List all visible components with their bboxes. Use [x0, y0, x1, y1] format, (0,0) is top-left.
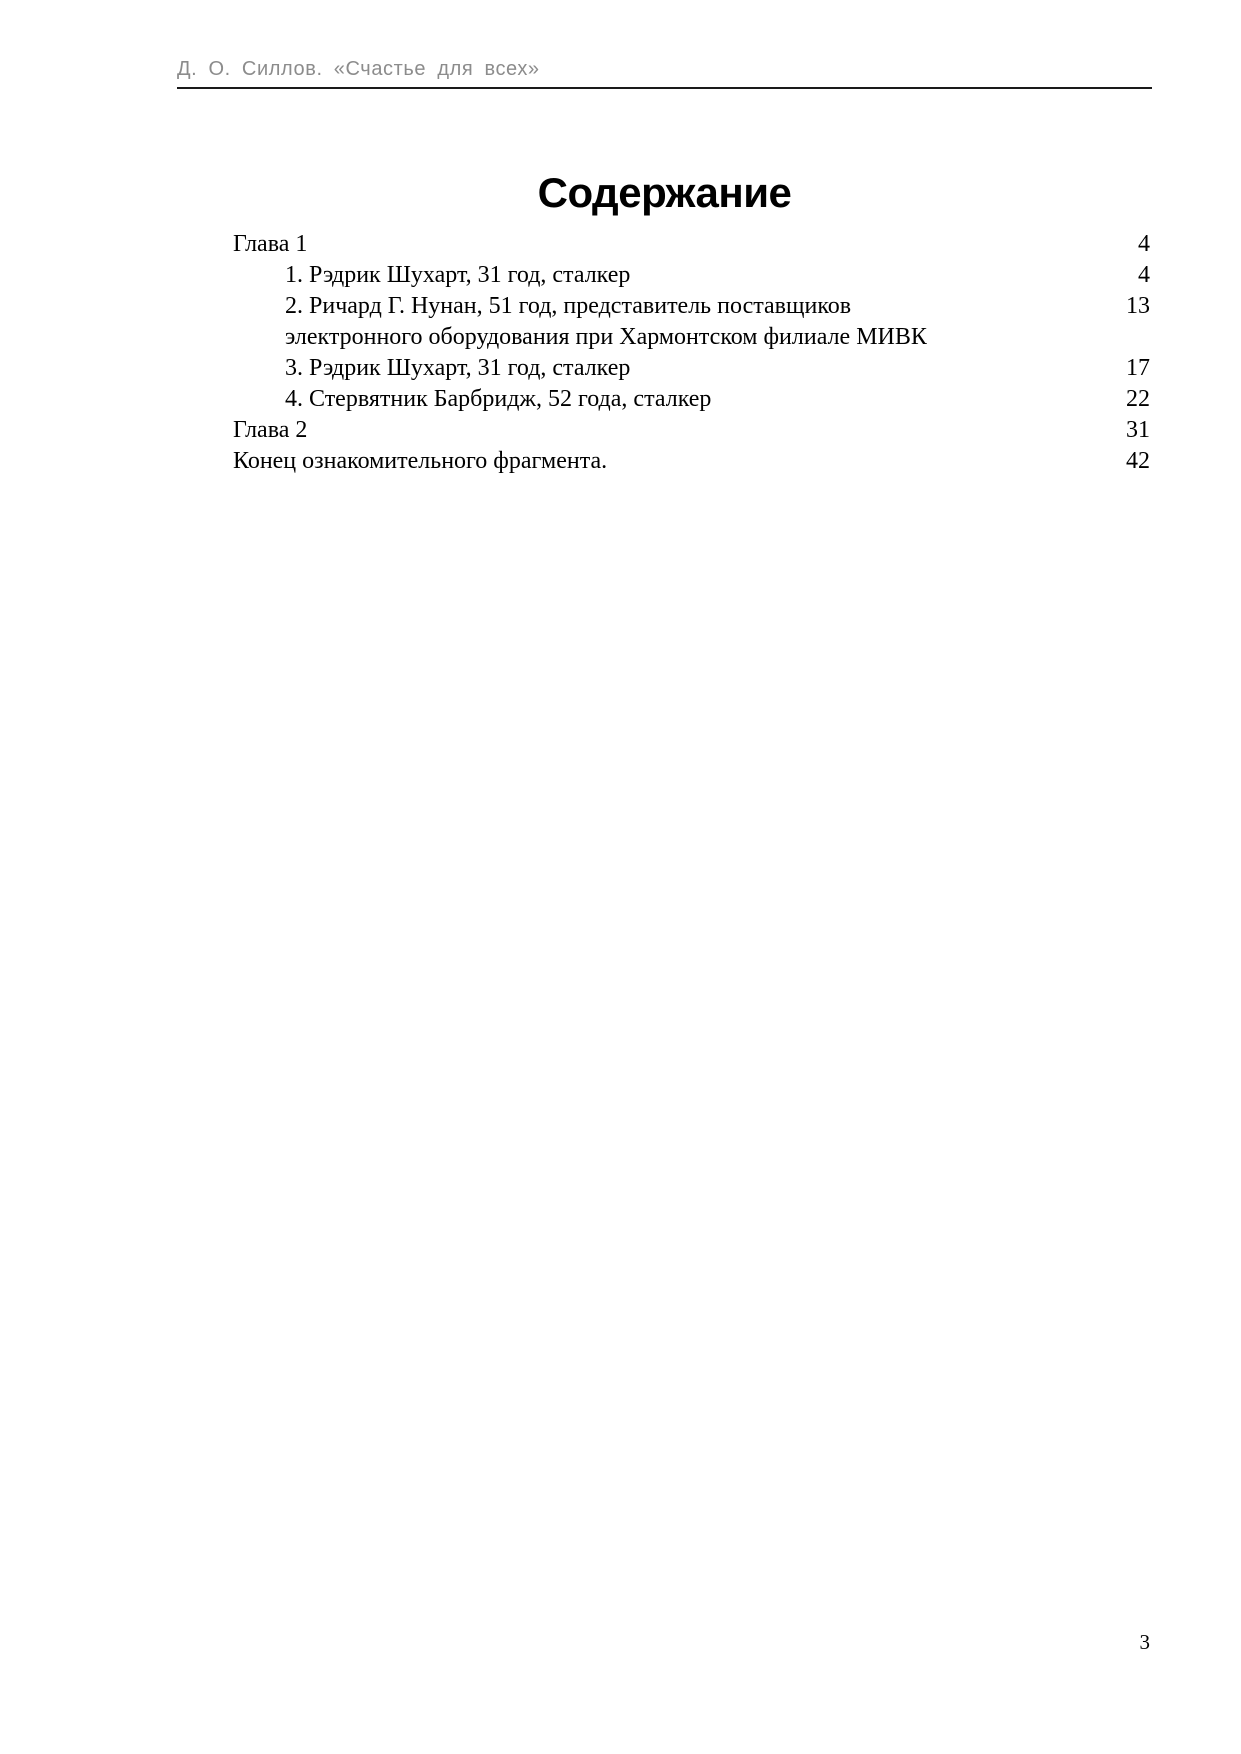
toc-row: [233, 446, 1150, 477]
toc-entry-text: электронного оборудования при Хармонтском филиале МИВК: [285, 324, 927, 350]
toc-row: [233, 353, 1150, 384]
toc-entry-text: Глава 1: [233, 231, 308, 257]
toc-row: [233, 415, 1150, 446]
toc-row: [233, 322, 1150, 353]
toc-entry-page-number: 4: [1138, 231, 1150, 257]
toc-row: [233, 384, 1150, 415]
toc-entry-text: Конец ознакомительного фрагмента.: [233, 448, 608, 474]
toc-entry-page-number: 42: [1126, 448, 1150, 474]
toc-row: [233, 260, 1150, 291]
toc-row: [233, 229, 1150, 260]
toc-entry-text: 3. Рэдрик Шухарт, 31 год, сталкер: [285, 355, 631, 381]
running-header: Д. О. Силлов. «Счастье для всех»: [177, 58, 540, 80]
table-of-contents: [233, 229, 1150, 477]
toc-entry-page-number: 17: [1126, 355, 1150, 381]
toc-row: [233, 291, 1150, 322]
toc-entry-text: 4. Стервятник Барбридж, 52 года, сталкер: [285, 386, 712, 412]
toc-entry-page-number: 4: [1138, 262, 1150, 288]
page-title: Содержание: [537, 169, 792, 217]
toc-entry-text: 2. Ричард Г. Нунан, 51 год, представитель поставщиков: [285, 293, 852, 319]
toc-entry-page-number: 31: [1126, 417, 1150, 443]
toc-entry-page-number: 13: [1126, 293, 1150, 319]
toc-entry-text: Глава 2: [233, 417, 308, 443]
footer-page-number: 3: [1139, 1630, 1150, 1654]
header-divider-line: [177, 87, 1152, 89]
toc-entry-text: 1. Рэдрик Шухарт, 31 год, сталкер: [285, 262, 631, 288]
toc-entry-page-number: 22: [1126, 386, 1150, 412]
